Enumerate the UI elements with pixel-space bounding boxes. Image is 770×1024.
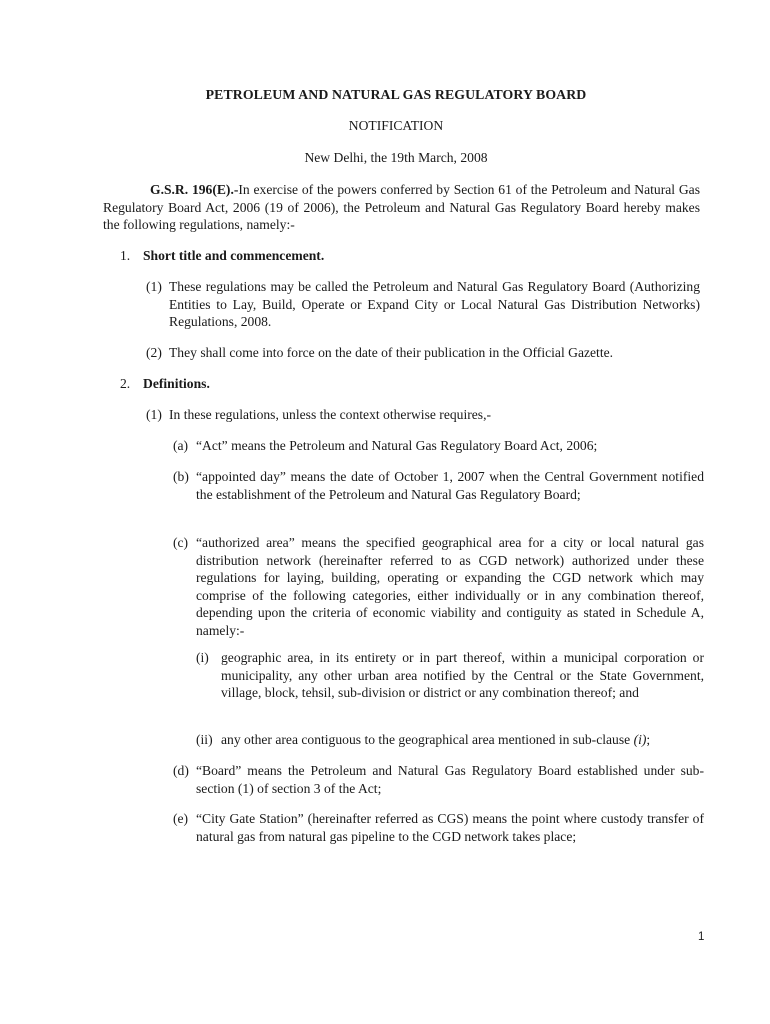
clause-text: These regulations may be called the Petroleum and Natural Gas Regulatory Board (Authorizing Entities to Lay, Build, Operate or Expand City or Local Natural Gas Distribution Networks) Regulations, 2008. (169, 279, 700, 329)
section-number: 1. (120, 248, 131, 263)
definition-text: “appointed day” means the date of October 1, 2007 when the Central Government notified the establishment of the Petroleum and Natural Gas Regulatory Board; (196, 469, 704, 502)
clause-label: (2) (146, 345, 162, 360)
clause-text: They shall come into force on the date of their publication in the Official Gazette. (169, 345, 614, 360)
subclause-text (221, 731, 706, 749)
definition-text: “City Gate Station” (hereinafter referred as CGS) means the point where custody transfer of natural gas from natural gas pipeline to the CGD network takes place; (196, 811, 704, 844)
section-number: 2. (120, 376, 131, 391)
subclause-text: geographic area, in its entirety or in part thereof, within a municipal corporation or municipality, any other urban area notified by the Central or the State Government, village, block, tehsil, sub-division or district or any combination thereof; and (221, 650, 704, 700)
notification-heading: NOTIFICATION (348, 118, 444, 133)
page-number: 1 (698, 931, 705, 943)
preamble-text: In exercise of the powers conferred by Section 61 of the Petroleum and Natural Gas Regulatory Board Act, 2006 (19 of 2006), the Petroleum and Natural Gas Regulatory Board hereby makes the following regulations, namely:- (103, 182, 700, 232)
clause-text: In these regulations, unless the context otherwise requires,- (169, 407, 492, 422)
subclause-text-after: ; (646, 732, 651, 747)
definition-text: “Act” means the Petroleum and Natural Gas Regulatory Board Act, 2006; (196, 438, 598, 453)
gsr-number: G.S.R. 196(E).- (150, 182, 239, 197)
definition-label: (b) (173, 469, 189, 484)
section-heading: Short title and commencement. (143, 248, 325, 263)
definition-label: (d) (173, 763, 189, 778)
definition-text: “authorized area” means the specified geographical area for a city or local natural gas distribution network (hereinafter referred to as CGD network) authorized under these regulations for laying, building, operating or expanding the CGD network which may comprise of the following categories, either individually or in any combination thereof, depending upon the criteria of economic viability and contiguity as stated in Schedule A, namely:- (196, 535, 704, 638)
clause-label: (1) (146, 407, 162, 422)
subclause-label: (i) (196, 650, 209, 665)
clause-label: (1) (146, 279, 162, 294)
subclause-text-before: any other area contiguous to the geographical area mentioned in sub-clause (221, 732, 634, 747)
preamble-paragraph (103, 181, 700, 234)
definition-text: “Board” means the Petroleum and Natural Gas Regulatory Board established under sub-section (1) of section 3 of the Act; (196, 763, 704, 796)
definition-label: (e) (173, 811, 189, 826)
section-heading: Definitions. (143, 376, 210, 391)
subclause-reference: (i) (633, 732, 647, 747)
notification-date: New Delhi, the 19th March, 2008 (304, 150, 488, 165)
document-title: PETROLEUM AND NATURAL GAS REGULATORY BOARD (205, 87, 587, 102)
subclause-label: (ii) (196, 732, 213, 747)
definition-label: (a) (173, 438, 189, 453)
definition-label: (c) (173, 535, 189, 550)
